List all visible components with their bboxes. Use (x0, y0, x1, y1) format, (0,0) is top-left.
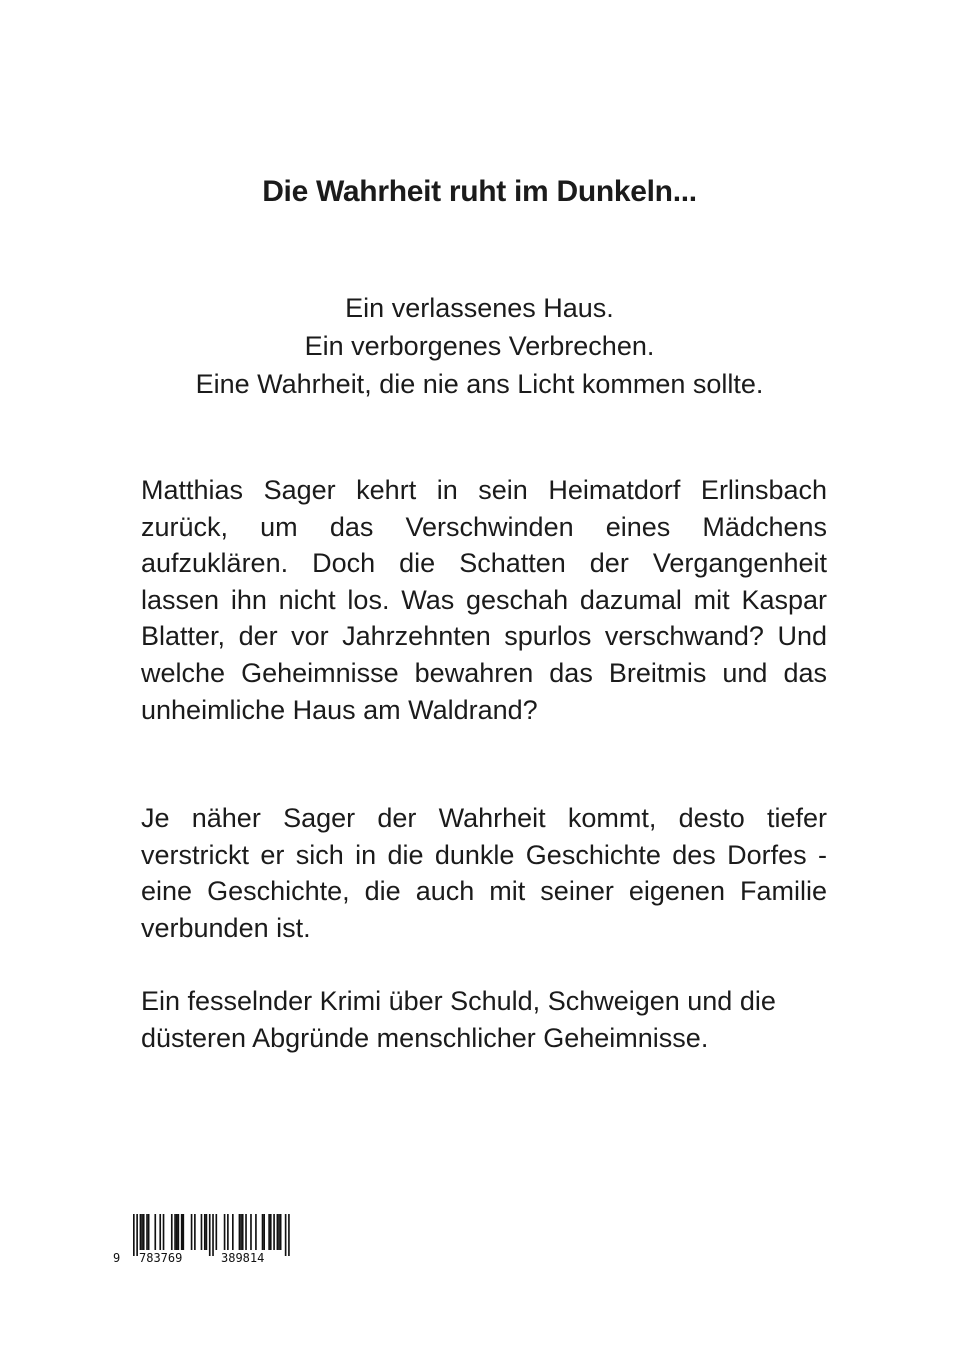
barcode-bar (285, 1214, 287, 1256)
barcode-bar (280, 1214, 282, 1250)
barcode-bar (270, 1214, 272, 1250)
barcode-bar (141, 1214, 143, 1250)
barcode-bar (288, 1214, 290, 1256)
barcode-bar (209, 1214, 211, 1256)
barcode-bar (263, 1214, 265, 1250)
barcode-first-digit: 9 (113, 1251, 121, 1265)
barcode-bar (136, 1214, 138, 1256)
barcode-bar (143, 1214, 145, 1250)
barcode-bar (163, 1214, 165, 1250)
barcode-left-digits: 783769 (139, 1251, 183, 1265)
tagline-line: Eine Wahrheit, die nie ans Licht kommen sollte. (195, 369, 764, 399)
barcode-bar (146, 1214, 148, 1250)
barcode-right-digits: 389814 (221, 1251, 265, 1265)
barcode-bar (183, 1214, 185, 1250)
barcode-bar (224, 1214, 226, 1250)
tagline-line: Ein verlassenes Haus. (345, 293, 614, 323)
barcode-bar (181, 1214, 183, 1250)
barcode-bar (255, 1214, 257, 1250)
barcode-bar (277, 1214, 279, 1250)
barcode-bar (273, 1214, 275, 1250)
barcode-bar (212, 1214, 214, 1256)
barcode-bar (154, 1214, 156, 1250)
barcode-bar (204, 1214, 206, 1250)
barcode-bar (268, 1214, 270, 1250)
isbn-barcode (113, 1214, 293, 1266)
barcode-bar (216, 1214, 218, 1250)
barcode-bar (278, 1214, 280, 1250)
headline: Die Wahrheit ruht im Dunkeln... (262, 175, 697, 208)
barcode-bar (206, 1214, 208, 1250)
barcode-bar (242, 1214, 244, 1250)
barcode-bar (227, 1214, 229, 1250)
barcode-bar (148, 1214, 150, 1250)
barcode-bar (245, 1214, 247, 1250)
barcode-bar (240, 1214, 242, 1250)
barcode-bar (201, 1214, 203, 1250)
barcode-bar (159, 1214, 161, 1250)
barcode-bar (176, 1214, 178, 1250)
blurb-paragraph: Je näher Sager der Wahrheit kommt, desto tiefer verstrickt er sich in die dunkle Geschichte des Dorfes - eine Geschichte, die auch mit seiner eigenen Familie verbunden ist. (141, 803, 827, 943)
barcode-bar (171, 1214, 173, 1250)
barcode-bar (178, 1214, 180, 1250)
barcode-bar (262, 1214, 264, 1250)
barcode-bar (239, 1214, 241, 1250)
tagline-line: Ein verborgenes Verbrechen. (304, 331, 655, 361)
tagline (0, 289, 959, 403)
barcode-bar (191, 1214, 193, 1250)
barcode-bar (133, 1214, 135, 1256)
blurb-paragraph: Ein fesselnder Krimi über Schuld, Schweigen und die düsteren Abgründe menschlicher Geheimnisse. (141, 986, 776, 1053)
barcode-bar (174, 1214, 176, 1250)
barcode-bar (232, 1214, 234, 1250)
barcode-bar (194, 1214, 196, 1250)
barcode-bar (140, 1214, 142, 1250)
blurb-paragraph: Matthias Sager kehrt in sein Heimatdorf Erlinsbach zurück, um das Verschwinden eines Mädchens aufzuklären. Doch die Schatten der Vergangenheit lassen ihn nicht los. Was geschah dazumal mit Kaspar Blatter, der vor Jahrzehnten spurlos verschwand? Und welche Geheimnisse bewahren das Breitmis und das unheimliche Haus am Waldrand? (141, 475, 827, 725)
barcode-bar (250, 1214, 252, 1250)
barcode-graphic (113, 1214, 293, 1266)
